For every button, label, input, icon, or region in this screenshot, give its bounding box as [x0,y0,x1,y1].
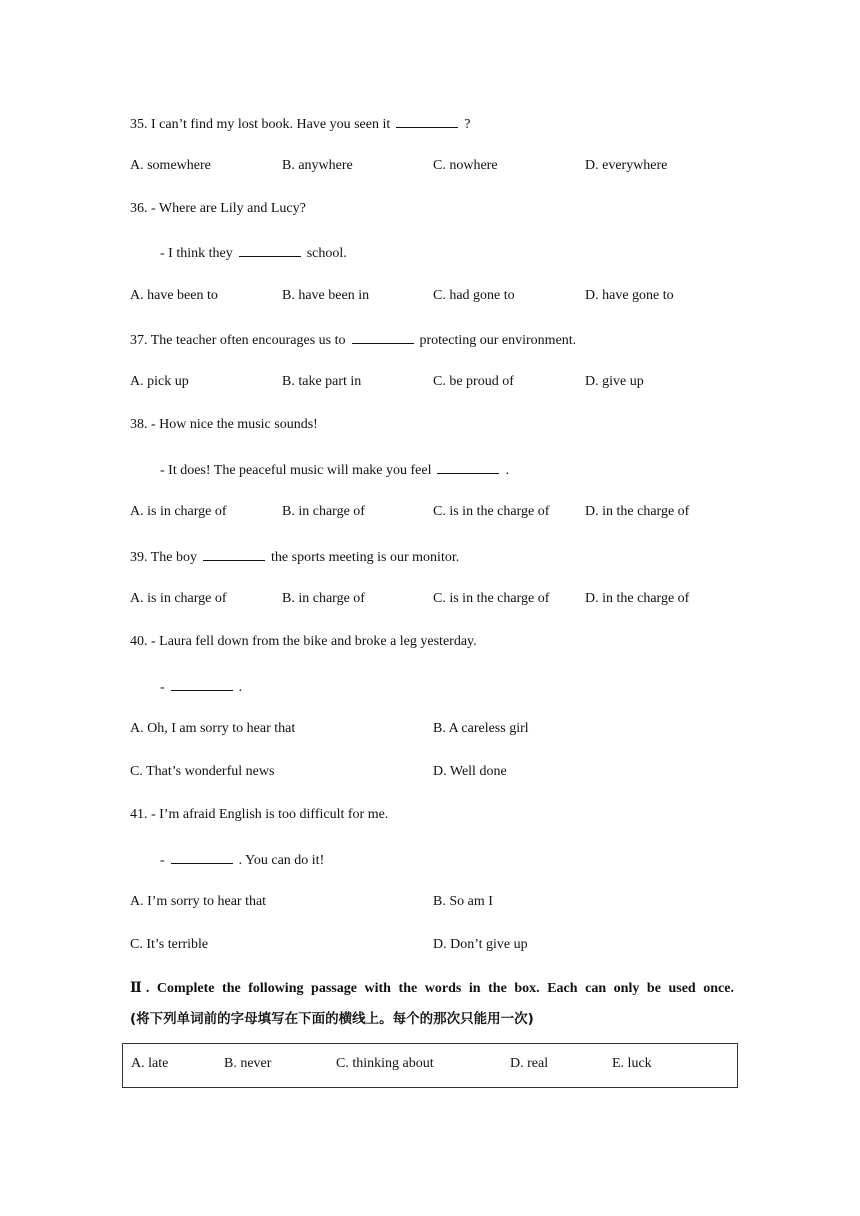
option-c: C. is in the charge of [433,504,550,519]
question-41-stem: 41. - I’m afraid English is too difficult for me. [130,807,389,822]
option-a: A. is in charge of [130,591,227,606]
question-35-stem [130,114,470,134]
question-text: - I think they [160,246,233,261]
question-text: 35. I can’t find my lost book. Have you seen it [130,117,391,132]
option-d: D. in the charge of [585,504,690,519]
option-b: B. in charge of [282,591,365,606]
option-c: C. It’s terrible [130,937,209,952]
option-d: D. Don’t give up [433,937,528,952]
answer-blank [203,547,265,561]
word-option-e: E. luck [612,1056,652,1071]
question-text: school. [306,246,347,261]
option-b: B. anywhere [282,158,353,173]
option-c: C. nowhere [433,158,498,173]
word-option-d: D. real [510,1056,549,1071]
question-text: - [160,680,165,695]
question-text: - It does! The peaceful music will make you feel [160,463,432,478]
question-text: protecting our environment. [419,333,577,348]
option-b: B. A careless girl [433,721,529,736]
option-a: A. is in charge of [130,504,227,519]
question-text: the sports meeting is our monitor. [271,550,460,565]
option-d: D. have gone to [585,288,674,303]
question-37-stem [130,330,576,350]
option-a: A. I’m sorry to hear that [130,894,267,909]
option-a: A. somewhere [130,158,211,173]
question-text: . [238,680,243,695]
question-40-reply [160,677,242,697]
word-option-b: B. never [224,1056,272,1071]
question-36-stem: 36. - Where are Lily and Lucy? [130,201,306,216]
word-option-a: A. late [131,1056,169,1071]
answer-blank [437,460,499,474]
option-b: B. in charge of [282,504,365,519]
word-option-c: C. thinking about [336,1056,434,1071]
answer-blank [396,114,458,128]
option-b: B. take part in [282,374,362,389]
option-d: D. give up [585,374,644,389]
answer-blank [171,850,233,864]
option-a: A. have been to [130,288,218,303]
section-heading: Ⅱ. Complete the following passage with the words in the box. Each can only be used once. [130,981,734,996]
question-text: - [160,853,165,868]
option-b: B. So am I [433,894,493,909]
answer-blank [239,243,301,257]
section-instruction: (将下列单词前的字母填写在下面的横线上。每个的那次只能用一次) [130,1011,534,1027]
option-c: C. That’s wonderful news [130,764,275,779]
question-41-reply [160,850,324,870]
question-text: ? [464,117,471,132]
word-box [122,1043,738,1088]
question-36-reply [160,243,347,263]
option-d: D. everywhere [585,158,668,173]
question-39-stem [130,547,459,567]
question-text: 37. The teacher often encourages us to [130,333,346,348]
question-38-stem: 38. - How nice the music sounds! [130,417,318,432]
option-c: C. be proud of [433,374,514,389]
answer-blank [352,330,414,344]
question-38-reply [160,460,509,480]
option-a: A. pick up [130,374,189,389]
option-c: C. had gone to [433,288,515,303]
option-d: D. Well done [433,764,507,779]
option-d: D. in the charge of [585,591,690,606]
question-text: . You can do it! [238,853,325,868]
question-text: 39. The boy [130,550,198,565]
question-text: . [505,463,509,478]
answer-blank [171,677,233,691]
option-a: A. Oh, I am sorry to hear that [130,721,296,736]
option-b: B. have been in [282,288,370,303]
question-40-stem: 40. - Laura fell down from the bike and broke a leg yesterday. [130,634,477,649]
option-c: C. is in the charge of [433,591,550,606]
